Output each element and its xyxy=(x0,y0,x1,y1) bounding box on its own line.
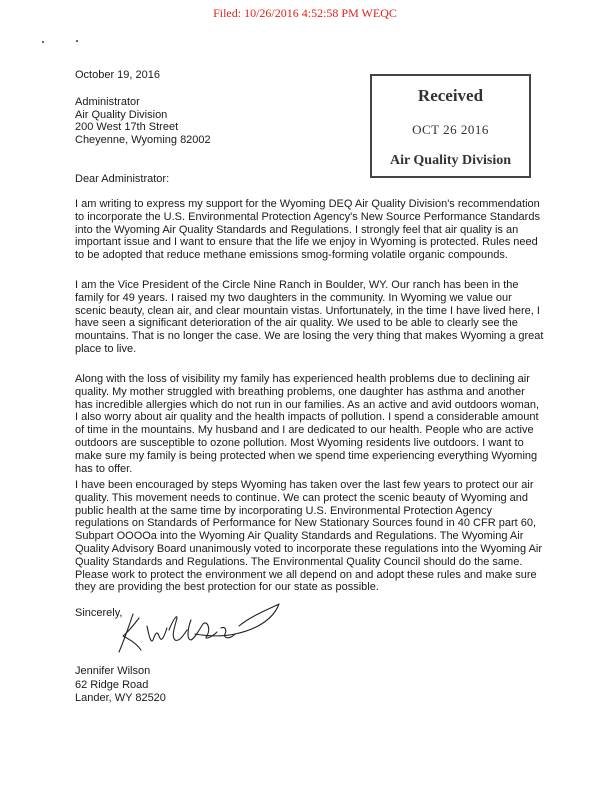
received-stamp-division: Air Quality Division xyxy=(389,153,512,168)
handwritten-signature xyxy=(95,600,285,658)
signer-block xyxy=(75,665,166,706)
recipient-line: 200 West 17th Street xyxy=(75,121,179,134)
salutation: Dear Administrator: xyxy=(75,173,170,185)
body-paragraph-3: Along with the loss of visibility my family has experienced health problems due to declining air quality. My mother struggled with breathing problems, one daughter has asthma and another has incredible allergies which do not run in our families. As an active and avid outdoors woman, I also worry about air quality and the health impacts of pollution. I spend a considerable amount of time in the mountains. My husband and I are dedicated to our health. People who are active outdoors are susceptible to ozone pollution. Most Wyoming residents live outdoors. I want to make sure my family is being protected when we spend time experiencing everything Wyoming has to offer. xyxy=(75,373,540,475)
body-paragraph-2: I am the Vice President of the Circle Nine Ranch in Boulder, WY. Our ranch has been in the family for 49 years. I raised my two daughters in the community. In Wyoming we value our scenic beauty, clean air, and clear mountain vistas. Unfortunately, in the time I have lived here, I have seen a significant deterioration of the air quality. We used to be able to clearly see the mountains. That is no longer the case. We are losing the very thing that makes Wyoming a great place to live. xyxy=(75,279,544,355)
body-paragraph-4: I have been encouraged by steps Wyoming has taken over the last few years to protect our air quality. This movement needs to continue. We can protect the scenic beauty of Wyoming and public health at the same time by incorporating U.S. Environmental Protection Agency regulations on Standards of Performance for New Stationary Sources found in 40 CFR part 60, Subpart OOOOa into the Wyoming Air Quality Standards and Regulations. The Wyoming Air Quality Advisory Board unanimously voted to incorporate these regulations into the Wyoming Air Quality Standards and Regulations. The Environmental Quality Council should do the same. Please work to protect the environment we all depend on and adopt these rules and make sure they are providing the best protection for our state as possible. xyxy=(75,479,543,594)
recipient-line: Air Quality Division xyxy=(75,108,168,121)
scan-speck xyxy=(76,40,78,42)
body-paragraph-1: I am writing to express my support for the Wyoming DEQ Air Quality Division's recommendation to incorporate the U.S. Environmental Protection Agency's New Source Performance Standards into the Wyoming Air Quality Standards and Regulations. I strongly feel that air quality is an important issue and I want to ensure that the life we enjoy in Wyoming is protected. Rules need to be adopted that reduce methane emissions smog-forming volatile organic compounds. xyxy=(75,198,540,262)
recipient-line: Administrator xyxy=(75,96,140,108)
recipient-line: Cheyenne, Wyoming 82002 xyxy=(75,133,211,146)
received-stamp xyxy=(370,74,531,178)
recipient-address xyxy=(75,96,211,146)
signer-city: Lander, WY 82520 xyxy=(75,692,166,704)
received-stamp-date: OCT 26 2016 xyxy=(412,122,489,137)
signer-street: 62 Ridge Road xyxy=(75,678,149,691)
scan-speck xyxy=(42,41,44,43)
letter-date: October 19, 2016 xyxy=(75,69,161,81)
signer-name: Jennifer Wilson xyxy=(75,665,151,677)
filed-stamp: Filed: 10/26/2016 4:52:58 PM WEQC xyxy=(213,6,397,20)
received-stamp-title: Received xyxy=(417,86,484,105)
closing: Sincerely, xyxy=(75,607,123,619)
